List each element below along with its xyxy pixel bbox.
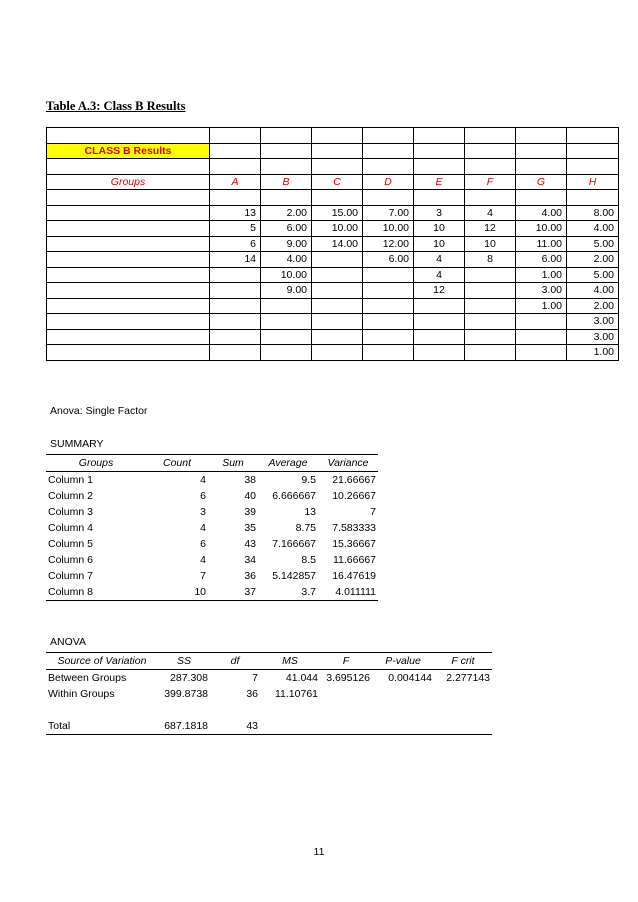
table-cell: 13 xyxy=(210,205,261,221)
table-cell: 8 xyxy=(465,252,516,268)
summary-cell: 39 xyxy=(244,506,256,518)
table-cell: 5 xyxy=(210,221,261,237)
table-cell xyxy=(312,128,363,144)
summary-cell: 21.66667 xyxy=(332,474,376,486)
table-cell: 10 xyxy=(414,221,465,237)
table-cell xyxy=(516,159,567,175)
column-header: F xyxy=(320,653,372,670)
table-cell: 12 xyxy=(465,221,516,237)
column-header: Groups xyxy=(47,174,210,190)
table-cell: 9.00 xyxy=(261,283,312,299)
table-cell xyxy=(363,329,414,345)
table-cell xyxy=(363,345,414,361)
summary-row xyxy=(46,584,378,601)
table-cell xyxy=(363,190,414,206)
table-row xyxy=(47,190,619,206)
table-cell xyxy=(47,128,210,144)
page-number: 11 xyxy=(313,846,325,858)
table-cell xyxy=(312,345,363,361)
table-cell xyxy=(516,190,567,206)
anova-cell: 0.004144 xyxy=(388,672,432,684)
table-cell xyxy=(363,143,414,159)
summary-row xyxy=(46,504,378,520)
summary-cell: 4.011111 xyxy=(318,584,378,601)
column-header: Source of Variation xyxy=(46,653,158,670)
summary-cell: 38 xyxy=(244,474,256,486)
anova-cell: 36 xyxy=(246,688,258,700)
column-header: P-value xyxy=(372,653,434,670)
anova-cell: 687.1818 xyxy=(158,718,210,735)
table-cell xyxy=(414,345,465,361)
column-header: MS xyxy=(260,653,320,670)
column-header: F xyxy=(465,174,516,190)
anova-row xyxy=(46,670,492,687)
column-header: SS xyxy=(158,653,210,670)
table-cell: 5.00 xyxy=(567,236,619,252)
table-caption: Table A.3: Class B Results xyxy=(46,99,186,113)
header-row xyxy=(47,174,619,190)
table-row xyxy=(47,283,619,299)
table-cell xyxy=(516,314,567,330)
table-cell: 9.00 xyxy=(261,236,312,252)
table-cell xyxy=(312,298,363,314)
summary-cell: 3.7 xyxy=(258,584,318,601)
column-header: Variance xyxy=(318,455,378,472)
column-header: Groups xyxy=(46,455,146,472)
summary-cell: 7 xyxy=(200,570,206,582)
summary-cell: 37 xyxy=(208,584,258,601)
table-cell xyxy=(363,283,414,299)
table-cell: 12 xyxy=(414,283,465,299)
table-cell: 3.00 xyxy=(567,314,619,330)
table-cell xyxy=(47,329,210,345)
summary-cell: 7.583333 xyxy=(332,522,376,534)
table-row xyxy=(47,345,619,361)
anova-table xyxy=(46,652,492,735)
table-cell xyxy=(312,283,363,299)
table-cell xyxy=(516,345,567,361)
table-cell xyxy=(414,143,465,159)
table-cell xyxy=(261,128,312,144)
column-header: G xyxy=(516,174,567,190)
table-cell xyxy=(465,345,516,361)
table-row xyxy=(47,128,619,144)
summary-cell: 11.66667 xyxy=(332,554,376,566)
table-cell: 8.00 xyxy=(567,205,619,221)
table-cell xyxy=(567,190,619,206)
summary-cell: 6 xyxy=(200,538,206,550)
table-cell xyxy=(261,345,312,361)
table-cell xyxy=(261,298,312,314)
anova-label: ANOVA xyxy=(50,636,86,648)
table-cell: 4.00 xyxy=(516,205,567,221)
table-cell xyxy=(363,298,414,314)
table-cell xyxy=(210,329,261,345)
anova-row xyxy=(46,718,492,735)
anova-row xyxy=(46,702,492,718)
summary-cell: Column 8 xyxy=(46,584,146,601)
anova-cell xyxy=(260,702,320,718)
table-cell xyxy=(47,298,210,314)
table-cell: 10 xyxy=(414,236,465,252)
table-cell xyxy=(465,283,516,299)
table-cell xyxy=(363,267,414,283)
table-cell: 15.00 xyxy=(312,205,363,221)
table-cell: 6.00 xyxy=(516,252,567,268)
table-row xyxy=(47,236,619,252)
summary-cell: Column 3 xyxy=(48,506,93,518)
summary-cell: 10.26667 xyxy=(332,490,376,502)
column-header: D xyxy=(363,174,414,190)
column-header: E xyxy=(414,174,465,190)
summary-cell: 40 xyxy=(244,490,256,502)
table-cell xyxy=(363,159,414,175)
summary-cell: 3 xyxy=(200,506,206,518)
summary-cell: Column 7 xyxy=(48,570,93,582)
table-cell xyxy=(261,314,312,330)
table-cell xyxy=(414,314,465,330)
summary-row xyxy=(46,536,378,552)
table-cell: 10.00 xyxy=(261,267,312,283)
table-cell xyxy=(567,159,619,175)
anova-cell xyxy=(434,718,492,735)
summary-cell: Column 4 xyxy=(48,522,93,534)
table-cell xyxy=(414,298,465,314)
table-cell: 4 xyxy=(414,267,465,283)
table-cell xyxy=(47,236,210,252)
summary-row xyxy=(46,520,378,536)
table-cell: 1.00 xyxy=(567,345,619,361)
anova-cell xyxy=(434,702,492,718)
table-cell xyxy=(567,128,619,144)
column-header: Average xyxy=(258,455,318,472)
table-cell xyxy=(465,190,516,206)
table-cell: 6.00 xyxy=(261,221,312,237)
summary-cell: 5.142857 xyxy=(272,570,316,582)
class-b-title: CLASS B Results xyxy=(47,143,210,159)
table-cell: 6 xyxy=(210,236,261,252)
table-cell xyxy=(210,190,261,206)
table-cell xyxy=(312,252,363,268)
anova-cell xyxy=(372,686,434,702)
anova-cell xyxy=(372,718,434,735)
summary-cell: 16.47619 xyxy=(332,570,376,582)
table-cell: 4.00 xyxy=(261,252,312,268)
table-cell xyxy=(210,298,261,314)
summary-cell: 35 xyxy=(244,522,256,534)
anova-cell: 41.044 xyxy=(285,672,318,684)
table-cell xyxy=(363,314,414,330)
table-row xyxy=(47,221,619,237)
anova-cell xyxy=(320,702,372,718)
anova-cell xyxy=(320,686,372,702)
table-cell xyxy=(210,267,261,283)
table-row xyxy=(47,159,619,175)
table-cell xyxy=(210,314,261,330)
table-cell: 4.00 xyxy=(567,283,619,299)
column-header: Sum xyxy=(208,455,258,472)
table-cell: 4.00 xyxy=(567,221,619,237)
anova-cell xyxy=(158,702,210,718)
anova-cell xyxy=(260,718,320,735)
table-cell: 11.00 xyxy=(516,236,567,252)
table-row xyxy=(47,252,619,268)
table-cell: 5.00 xyxy=(567,267,619,283)
table-cell: 7.00 xyxy=(363,205,414,221)
table-cell xyxy=(465,314,516,330)
anova-cell xyxy=(320,718,372,735)
table-cell: 3 xyxy=(414,205,465,221)
anova-cell xyxy=(372,702,434,718)
table-cell xyxy=(465,159,516,175)
summary-cell: 34 xyxy=(244,554,256,566)
summary-cell: 7.166667 xyxy=(272,538,316,550)
table-cell: 10.00 xyxy=(363,221,414,237)
summary-cell: 4 xyxy=(200,474,206,486)
table-cell xyxy=(312,190,363,206)
anova-cell: 2.277143 xyxy=(446,672,490,684)
table-cell xyxy=(312,159,363,175)
summary-cell: 36 xyxy=(244,570,256,582)
table-cell xyxy=(465,128,516,144)
summary-cell: 7 xyxy=(370,506,376,518)
table-cell xyxy=(414,329,465,345)
table-cell xyxy=(47,345,210,361)
table-cell xyxy=(261,190,312,206)
table-cell xyxy=(567,143,619,159)
summary-cell: 6 xyxy=(200,490,206,502)
anova-cell xyxy=(434,686,492,702)
column-header: df xyxy=(210,653,260,670)
summary-cell: Column 2 xyxy=(48,490,93,502)
summary-cell: 8.75 xyxy=(295,522,316,534)
table-cell: 4 xyxy=(414,252,465,268)
table-cell xyxy=(47,190,210,206)
summary-cell: 6.666667 xyxy=(272,490,316,502)
summary-cell: 10 xyxy=(146,584,208,601)
table-cell: 10.00 xyxy=(312,221,363,237)
table-cell xyxy=(47,221,210,237)
table-cell: 10.00 xyxy=(516,221,567,237)
table-cell: 3.00 xyxy=(516,283,567,299)
table-cell xyxy=(465,298,516,314)
table-cell xyxy=(47,205,210,221)
summary-row xyxy=(46,552,378,568)
table-cell xyxy=(210,283,261,299)
anova-title: Anova: Single Factor xyxy=(50,405,148,417)
table-cell xyxy=(312,267,363,283)
table-cell xyxy=(261,159,312,175)
summary-row xyxy=(46,568,378,584)
table-cell: 2.00 xyxy=(567,298,619,314)
summary-cell: 4 xyxy=(200,554,206,566)
anova-cell xyxy=(46,702,158,718)
anova-cell xyxy=(210,702,260,718)
table-cell xyxy=(363,128,414,144)
table-cell xyxy=(465,267,516,283)
column-header: Count xyxy=(146,455,208,472)
table-cell xyxy=(47,314,210,330)
table-cell: 10 xyxy=(465,236,516,252)
summary-cell: 4 xyxy=(200,522,206,534)
summary-header-row xyxy=(46,455,378,472)
table-cell xyxy=(414,128,465,144)
table-cell: 1.00 xyxy=(516,298,567,314)
anova-cell: 287.308 xyxy=(170,672,208,684)
class-b-table xyxy=(46,127,619,361)
summary-row xyxy=(46,472,378,489)
anova-cell: 399.8738 xyxy=(164,688,208,700)
summary-cell: 15.36667 xyxy=(332,538,376,550)
table-row xyxy=(47,329,619,345)
table-cell xyxy=(465,329,516,345)
table-cell xyxy=(210,345,261,361)
column-header: B xyxy=(261,174,312,190)
table-cell: 6.00 xyxy=(363,252,414,268)
table-cell xyxy=(47,159,210,175)
summary-cell: Column 5 xyxy=(48,538,93,550)
anova-cell: 7 xyxy=(252,672,258,684)
summary-row xyxy=(46,488,378,504)
table-cell xyxy=(516,143,567,159)
table-cell: 1.00 xyxy=(516,267,567,283)
anova-cell: Total xyxy=(46,718,158,735)
table-row xyxy=(47,267,619,283)
table-cell xyxy=(516,329,567,345)
table-cell: 4 xyxy=(465,205,516,221)
anova-cell: 43 xyxy=(210,718,260,735)
table-cell xyxy=(414,159,465,175)
summary-cell: Column 6 xyxy=(48,554,93,566)
table-cell: 3.00 xyxy=(567,329,619,345)
summary-cell: 43 xyxy=(244,538,256,550)
table-cell xyxy=(312,329,363,345)
table-cell xyxy=(414,190,465,206)
table-cell: 14 xyxy=(210,252,261,268)
table-row xyxy=(47,298,619,314)
table-cell: 2.00 xyxy=(567,252,619,268)
table-cell xyxy=(261,143,312,159)
table-cell xyxy=(210,159,261,175)
summary-label: SUMMARY xyxy=(50,438,104,450)
anova-cell: 3.695126 xyxy=(326,672,370,684)
table-cell xyxy=(516,128,567,144)
column-header: F crit xyxy=(434,653,492,670)
summary-cell: 13 xyxy=(304,506,316,518)
table-cell xyxy=(47,283,210,299)
table-row xyxy=(47,314,619,330)
title-row xyxy=(47,143,619,159)
table-cell: 12.00 xyxy=(363,236,414,252)
table-row xyxy=(47,205,619,221)
column-header: H xyxy=(567,174,619,190)
table-cell xyxy=(210,128,261,144)
table-cell xyxy=(47,252,210,268)
summary-cell: 9.5 xyxy=(301,474,316,486)
table-cell xyxy=(210,143,261,159)
table-cell: 2.00 xyxy=(261,205,312,221)
anova-row xyxy=(46,686,492,702)
table-cell xyxy=(312,314,363,330)
summary-cell: 8.5 xyxy=(301,554,316,566)
anova-cell: 11.10761 xyxy=(274,688,318,700)
anova-cell: Within Groups xyxy=(48,688,115,700)
table-cell: 14.00 xyxy=(312,236,363,252)
summary-table xyxy=(46,454,378,601)
table-cell xyxy=(47,267,210,283)
table-cell xyxy=(465,143,516,159)
anova-header-row xyxy=(46,653,492,670)
column-header: C xyxy=(312,174,363,190)
summary-cell: Column 1 xyxy=(48,474,93,486)
anova-cell: Between Groups xyxy=(48,672,127,684)
column-header: A xyxy=(210,174,261,190)
table-cell xyxy=(261,329,312,345)
table-cell xyxy=(312,143,363,159)
